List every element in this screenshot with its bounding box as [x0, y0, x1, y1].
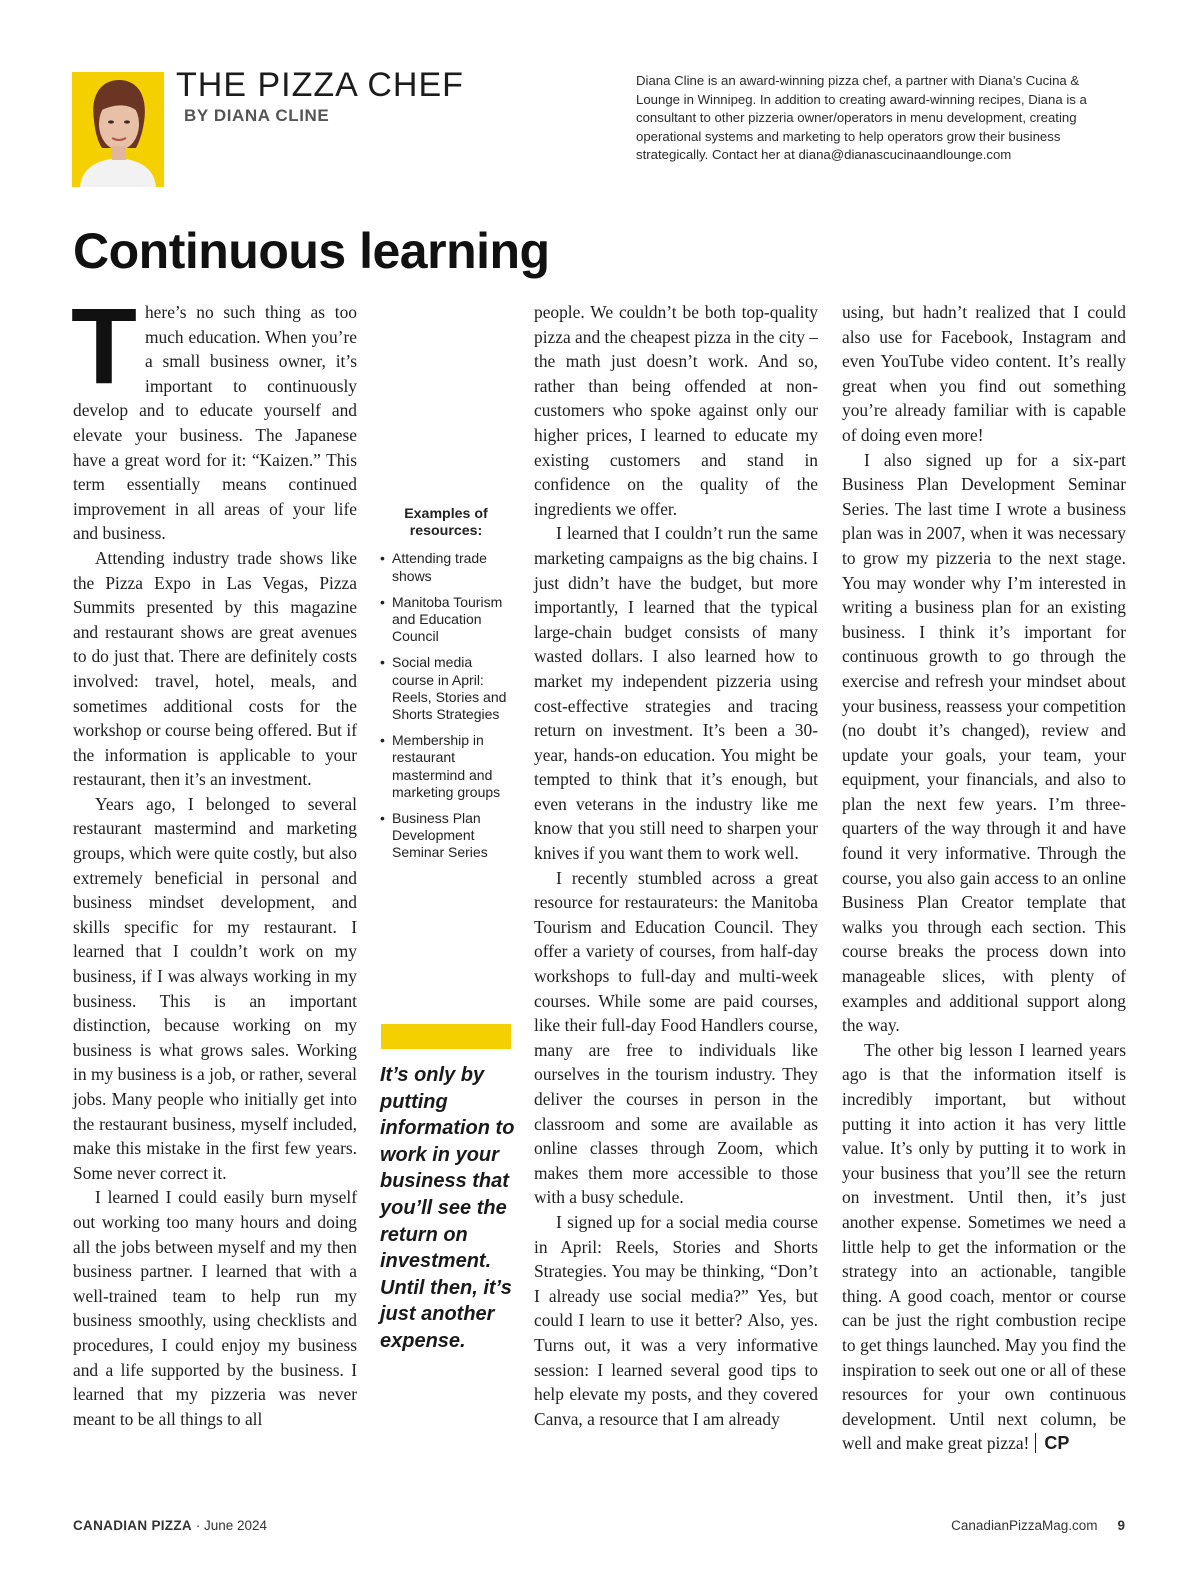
paragraph: There’s no such thing as too much education. When you’re a small business owner, it’s important to continuously develop and to educate yourself and elevate your business. The Japanese have a great word for it: “Kaizen.” This term essentially means continued improvement in all areas of your life and business.: [71, 285, 357, 544]
paragraph: I learned I could easily burn myself out working too many hours and doing all the jobs between myself and my then business partner. I learned that with a well-trained team to help run my business smoothly, using checklists and procedures, I could enjoy my business and a life supported by the business. I learned that my pizzeria was never meant to be all things to all: [73, 1187, 357, 1429]
paragraph: Years ago, I belonged to several restaurant mastermind and marketing groups, which were quite costly, but also extremely beneficial in personal and business mindset development, and skills specific for my restaurant. I learned that I couldn’t work on my business, if I was always working in my business. This is an important distinction, because working on my business is what grows sales. Working in my business is a job, or rather, several jobs. Many people who initially get into the restaurant business, myself included, make this mistake in the first few years. Some never correct it.: [73, 793, 357, 1183]
resources-sidebar: [380, 506, 512, 871]
article-headline: Continuous learning: [73, 223, 550, 279]
list-item: • Manitoba Tourism and Education Council: [380, 594, 512, 646]
publication-name: CANADIAN PIZZA: [73, 1518, 192, 1533]
footer-publication: [73, 1518, 267, 1533]
list-item: • Business Plan Development Seminar Series: [380, 810, 512, 862]
paragraph: I signed up for a social media course in April: Reels, Stories and Shorts Strategies. You may be thinking, “Don’t I already use social media?” Yes, but could I learn to use it better? Also, yes. Turns out, it was a very informative session: I learned several good tips to help elevate my posts, and they covered Canva, a resource that I am already: [534, 1211, 818, 1429]
paragraph: The other big lesson I learned years ago is that the information itself is incredibly important, but without putting it into action it has very little value. It’s only by putting it to work in your business that you’ll see the return on investment. Until then, it’s just another expense. Sometimes we need a little help to get the information or the strategy into an actionable, tangible thing. A good coach, mentor or course can be just the right combustion recipe to get things launched. May you find the inspiration to seek out one or all of these resources for your own continuous development. Until next column, be well and make great pizza! CP: [842, 1039, 1126, 1454]
resources-list: [380, 550, 512, 861]
footer-website: [951, 1518, 1125, 1533]
list-item: • Social media course in April: Reels, Stories and Shorts Strategies: [380, 654, 512, 723]
paragraph: I recently stumbled across a great resource for restaurateurs: the Manitoba Tourism and Education Council. They offer a variety of courses, from half-day workshops to full-day and multi-week courses. While some are paid courses, like their full-day Food Handlers course, many are free to individuals like ourselves in the tourism industry. They deliver the courses in person in the classroom and some are available as online classes through Zoom, which makes them more accessible to those with a busy schedule.: [534, 867, 818, 1208]
sidebar-title: Examples of resources:: [404, 506, 488, 540]
pull-quote-accent-bar: [381, 1024, 511, 1049]
issue-date: · June 2024: [191, 1518, 268, 1533]
article-column-2: [534, 300, 818, 1431]
author-photo: [72, 72, 164, 187]
paragraph: people. We couldn’t be both top-quality pizza and the cheapest pizza in the city – the math just doesn’t work. And so, rather than being offended at non-customers who spoke against only our higher prices, I learned to educate my existing customers and stand in confidence on the quality of the ingredients we offer.: [534, 302, 818, 519]
byline: BY DIANA CLINE: [184, 106, 330, 125]
drop-cap: T: [71, 285, 137, 406]
signoff-mark: CP: [1035, 1433, 1069, 1453]
paragraph: I also signed up for a six-part Business Plan Development Seminar Series. The last time I wrote a business plan was in 2007, when it was necessary to grow my pizzeria to the next stage. You may wonder why I’m interested in writing a business plan for an existing business. I think it’s important for continuous growth to go through the exercise and refresh your mindset about your business, reassess your competition (no doubt it’s changed), review and update your goals, your team, your equipment, your financials, and also to plan the next few years. I’m three-quarters of the way through it and have found it very informative. Through the course, you also gain access to an online Business Plan Creator template that walks you through each section. This course breaks the process down into manageable slices, with plenty of examples and additional support along the way.: [842, 449, 1126, 1036]
list-item: • Membership in restaurant mastermind and marketing groups: [380, 732, 512, 801]
column-title: THE PIZZA CHEF: [176, 66, 464, 104]
paragraph: using, but hadn’t realized that I could also use for Facebook, Instagram and even YouTube video content. It’s really great when you find out something you’re already familiar with is capable of doing even more!: [842, 302, 1126, 445]
list-item: • Attending trade shows: [380, 550, 512, 584]
author-bio: Diana Cline is an award-winning pizza chef, a partner with Diana’s Cucina & Lounge in Winnipeg. In addition to creating award-winning recipes, Diana is a consultant to other pizzeria owner/operators in menu development, creating operational systems and marketing to help operators grow their business strategically. Contact her at diana@dianascucinaandlounge.com: [636, 73, 1087, 162]
article-column-1: [71, 285, 357, 1431]
article-column-3: [842, 300, 1126, 1456]
paragraph: I learned that I couldn’t run the same marketing campaigns as the big chains. I just didn’t have the budget, but more importantly, I learned that the typical large-chain budget consists of many wasted dollars. I also learned how to market my independent pizzeria using cost-effective strategies and tracing return on investment. It’s been a 30-year, hands-on education. You might be tempted to think that it’s enough, but even veterans in the industry like me know that you still need to sharpen your knives if you want them to work well.: [534, 523, 818, 864]
paragraph: Attending industry trade shows like the Pizza Expo in Las Vegas, Pizza Summits presented by this magazine and restaurant shows are great avenues to do just that. There are definitely costs involved: travel, hotel, meals, and sometimes additional costs for the workshop or course being offered. But if the information is applicable to your restaurant, then it’s an investment.: [73, 547, 357, 790]
pull-quote: It’s only by putting information to work in your business that you’ll see the return on investment. Until then, it’s just another expense.: [380, 1064, 515, 1352]
page-number: 9: [1117, 1518, 1125, 1533]
website-link[interactable]: CanadianPizzaMag.com: [951, 1518, 1098, 1533]
